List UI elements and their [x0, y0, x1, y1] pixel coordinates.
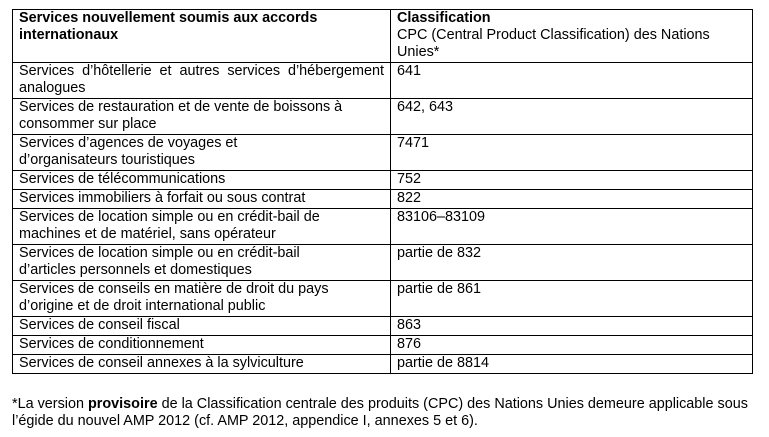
footnote — [12, 396, 757, 430]
header-classification-subtitle: CPC (Central Product Classification) des Nations Unies* — [397, 27, 710, 60]
services-table-container — [12, 9, 752, 374]
code-cell: 752 — [391, 171, 753, 190]
table-row — [13, 336, 753, 355]
service-cell: Services de conditionnement — [13, 336, 391, 355]
footnote-bold-word: provisoire — [88, 396, 158, 412]
services-table — [12, 9, 753, 374]
header-services: Services nouvellement soumis aux accords internationaux — [13, 10, 391, 63]
table-row — [13, 190, 753, 209]
service-cell: Services de conseil annexes à la sylviculture — [13, 355, 391, 374]
table-header-row — [13, 10, 753, 63]
table-row — [13, 63, 753, 99]
code-cell: 7471 — [391, 135, 753, 171]
table-row — [13, 355, 753, 374]
code-cell: 876 — [391, 336, 753, 355]
header-classification-title: Classification — [397, 10, 491, 26]
code-cell: 83106–83109 — [391, 209, 753, 245]
table-row — [13, 135, 753, 171]
table-row — [13, 245, 753, 281]
service-cell: Services immobiliers à forfait ou sous contrat — [13, 190, 391, 209]
table-row — [13, 317, 753, 336]
code-cell: 641 — [391, 63, 753, 99]
service-cell: Services de location simple ou en crédit-bail d’articles personnels et domestiques — [13, 245, 391, 281]
code-cell: 863 — [391, 317, 753, 336]
table-row — [13, 99, 753, 135]
service-cell: Services d’agences de voyages et d’organisateurs touristiques — [13, 135, 391, 171]
footnote-text-before: *La version — [12, 396, 88, 412]
service-cell: Services de conseil fiscal — [13, 317, 391, 336]
code-cell: partie de 861 — [391, 281, 753, 317]
table-row — [13, 171, 753, 190]
code-cell: partie de 832 — [391, 245, 753, 281]
code-cell: 822 — [391, 190, 753, 209]
service-cell: Services de conseils en matière de droit du pays d’origine et de droit international public — [13, 281, 391, 317]
code-cell: partie de 8814 — [391, 355, 753, 374]
service-cell: Services d’hôtellerie et autres services d’hébergement analogues — [13, 63, 391, 99]
code-cell: 642, 643 — [391, 99, 753, 135]
service-cell: Services de restauration et de vente de boissons à consommer sur place — [13, 99, 391, 135]
service-cell: Services de télécommunications — [13, 171, 391, 190]
header-classification — [391, 10, 753, 63]
footnote-text-after: de la Classification centrale des produits (CPC) des Nations Unies demeure applicable sous l’égide du nouvel AMP 2012 (cf. AMP 2012, appendice I, annexes 5 et 6). — [12, 396, 748, 429]
table-row — [13, 209, 753, 245]
table-row — [13, 281, 753, 317]
service-cell: Services de location simple ou en crédit-bail de machines et de matériel, sans opérateur — [13, 209, 391, 245]
